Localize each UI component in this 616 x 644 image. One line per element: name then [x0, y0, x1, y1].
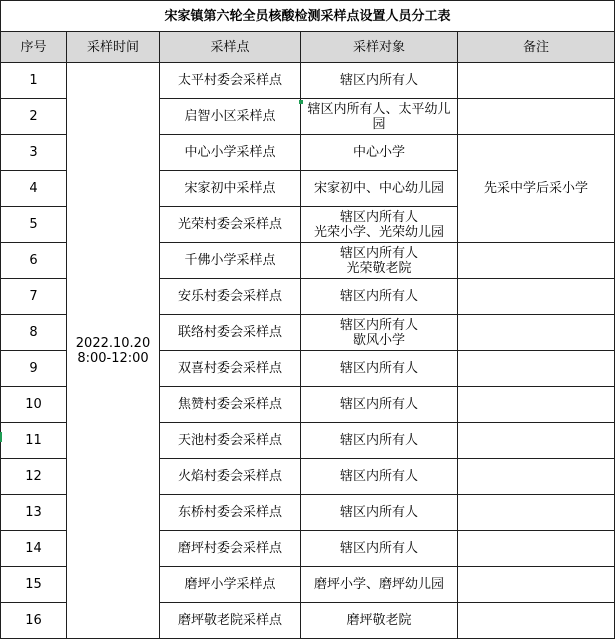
cell-site[interactable]: 中心小学采样点 — [160, 135, 301, 171]
cell-note-indicator — [299, 100, 303, 104]
table-body — [1, 63, 615, 639]
cell-index[interactable]: 14 — [1, 531, 67, 567]
target-line: 辖区内所有人 — [339, 73, 418, 88]
cell-site[interactable]: 双喜村委会采样点 — [160, 351, 301, 387]
header-index[interactable]: 序号 — [1, 32, 67, 63]
cell-target[interactable] — [301, 459, 458, 495]
target-line: 光荣小学、光荣幼儿园 — [313, 224, 444, 240]
cell-site[interactable]: 安乐村委会采样点 — [160, 279, 301, 315]
cell-index[interactable]: 6 — [1, 243, 67, 279]
cell-site[interactable]: 光荣村委会采样点 — [160, 207, 301, 243]
table-title[interactable]: 宋家镇第六轮全员核酸检测采样点设置人员分工表 — [1, 1, 615, 32]
target-line: 辖区内所有人 — [339, 209, 418, 225]
header-remark[interactable]: 备注 — [458, 32, 615, 63]
target-line: 辖区内所有人 — [339, 289, 418, 304]
cell-remark[interactable] — [458, 387, 615, 423]
cell-target[interactable] — [301, 63, 458, 99]
cell-remark[interactable] — [458, 351, 615, 387]
cell-site[interactable]: 磨坪小学采样点 — [160, 567, 301, 603]
cell-site[interactable]: 千佛小学采样点 — [160, 243, 301, 279]
cell-index[interactable]: 2 — [1, 99, 67, 135]
cell-index[interactable]: 15 — [1, 567, 67, 603]
cell-target[interactable] — [301, 567, 458, 603]
header-time[interactable]: 采样时间 — [67, 32, 160, 63]
cell-target[interactable] — [301, 279, 458, 315]
target-line: 辖区内所有人 — [339, 317, 418, 333]
target-line: 辖区内所有人、太平幼儿 — [307, 101, 451, 117]
cell-index[interactable]: 1 — [1, 63, 67, 99]
target-line: 歇风小学 — [352, 332, 405, 348]
target-line: 辖区内所有人 — [339, 469, 418, 484]
cell-remark[interactable] — [458, 531, 615, 567]
cell-site[interactable]: 联络村委会采样点 — [160, 315, 301, 351]
cell-index[interactable]: 9 — [1, 351, 67, 387]
cell-site[interactable]: 太平村委会采样点 — [160, 63, 301, 99]
sampling-hours: 8:00-12:00 — [77, 350, 149, 366]
cell-site[interactable]: 磨坪村委会采样点 — [160, 531, 301, 567]
cell-sampling-time[interactable] — [67, 63, 160, 639]
cell-index[interactable]: 10 — [1, 387, 67, 423]
header-site[interactable]: 采样点 — [160, 32, 301, 63]
title-row — [1, 1, 615, 32]
cell-index[interactable]: 16 — [1, 603, 67, 639]
target-line: 园 — [372, 116, 386, 132]
cell-site[interactable]: 焦赞村委会采样点 — [160, 387, 301, 423]
header-row — [1, 32, 615, 63]
cell-remark[interactable] — [458, 315, 615, 351]
target-line: 辖区内所有人 — [339, 397, 418, 412]
cell-site[interactable]: 火焰村委会采样点 — [160, 459, 301, 495]
cell-index[interactable]: 5 — [1, 207, 67, 243]
cell-site[interactable]: 启智小区采样点 — [160, 99, 301, 135]
cell-target[interactable] — [301, 243, 458, 279]
cell-remark[interactable] — [458, 63, 615, 99]
cell-target[interactable] — [301, 423, 458, 459]
cell-index[interactable]: 12 — [1, 459, 67, 495]
cell-site[interactable]: 宋家初中采样点 — [160, 171, 301, 207]
cell-target[interactable] — [301, 351, 458, 387]
cell-remark[interactable] — [458, 423, 615, 459]
cell-target[interactable] — [301, 207, 458, 243]
cell-index[interactable]: 3 — [1, 135, 67, 171]
cell-index[interactable]: 11 — [1, 423, 67, 459]
row-selection-indicator — [0, 432, 2, 442]
target-line: 中心小学 — [352, 145, 405, 160]
target-line: 辖区内所有人 — [339, 433, 418, 448]
cell-index[interactable]: 8 — [1, 315, 67, 351]
target-line: 辖区内所有人 — [339, 541, 418, 556]
cell-remark[interactable] — [458, 99, 615, 135]
cell-remark[interactable] — [458, 567, 615, 603]
cell-target[interactable] — [301, 135, 458, 171]
target-line: 磨坪敬老院 — [346, 613, 412, 628]
cell-remark[interactable] — [458, 459, 615, 495]
cell-remark[interactable] — [458, 495, 615, 531]
cell-remark-merged[interactable]: 先采中学后采小学 — [458, 135, 615, 243]
target-line: 辖区内所有人 — [339, 361, 418, 376]
cell-site[interactable]: 磨坪敬老院采样点 — [160, 603, 301, 639]
cell-target[interactable] — [301, 531, 458, 567]
target-line: 宋家初中、中心幼儿园 — [313, 181, 444, 196]
cell-target[interactable] — [301, 99, 458, 135]
cell-target[interactable] — [301, 603, 458, 639]
sampling-date: 2022.10.20 — [75, 335, 151, 351]
target-line: 磨坪小学、磨坪幼儿园 — [313, 577, 444, 592]
cell-target[interactable] — [301, 315, 458, 351]
target-line: 辖区内所有人 — [339, 505, 418, 520]
table-row — [1, 63, 615, 99]
cell-target[interactable] — [301, 387, 458, 423]
cell-target[interactable] — [301, 171, 458, 207]
target-line: 辖区内所有人 — [339, 245, 418, 261]
cell-remark[interactable] — [458, 243, 615, 279]
cell-index[interactable]: 13 — [1, 495, 67, 531]
cell-site[interactable]: 东桥村委会采样点 — [160, 495, 301, 531]
cell-remark[interactable] — [458, 279, 615, 315]
target-line: 光荣敬老院 — [346, 260, 412, 276]
cell-target[interactable] — [301, 495, 458, 531]
cell-site[interactable]: 天池村委会采样点 — [160, 423, 301, 459]
header-target[interactable]: 采样对象 — [301, 32, 458, 63]
cell-index[interactable]: 7 — [1, 279, 67, 315]
cell-remark[interactable] — [458, 603, 615, 639]
cell-index[interactable]: 4 — [1, 171, 67, 207]
